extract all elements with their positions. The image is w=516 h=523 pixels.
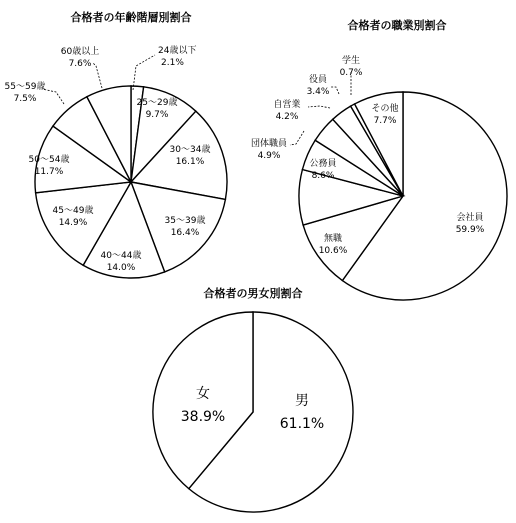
slice-label: 50～54歳 [28, 155, 70, 165]
slice-value: 7.7% [373, 116, 397, 126]
slice-value: 59.9% [455, 225, 485, 235]
leader-line [93, 63, 102, 88]
chart-title: 合格者の男女別割合 [203, 287, 303, 300]
slice-label: 25～29歳 [136, 98, 178, 108]
slice-label: 45～49歳 [52, 206, 94, 216]
slice-label: 24歳以下 [158, 46, 197, 56]
slice-label: 団体職員 [250, 139, 288, 149]
slice-value: 0.7% [339, 68, 363, 78]
leader-line [308, 106, 330, 108]
slice-value: 38.9% [180, 409, 226, 425]
slice-label: 学生 [341, 56, 361, 66]
pie-chart-1 [5, 10, 227, 278]
slice-value: 10.6% [318, 246, 348, 256]
slice-value: 7.5% [13, 94, 37, 104]
slice-value: 3.4% [306, 87, 330, 97]
slice-value: 7.6% [68, 59, 92, 69]
chart-title: 合格者の職業別割合 [347, 19, 447, 32]
pie-chart-2 [251, 18, 507, 300]
leader-line [133, 55, 155, 90]
slice-value: 61.1% [279, 416, 325, 432]
slice-value: 11.7% [34, 167, 64, 177]
slice-label: 60歳以上 [60, 47, 100, 57]
slice-value: 2.1% [161, 58, 184, 68]
slice-value: 4.2% [275, 112, 299, 122]
slice-label: 会社員 [456, 213, 484, 223]
slice-label: 40～44歳 [100, 251, 142, 261]
pie-chart-3 [153, 286, 353, 512]
slice-value: 8.6% [311, 171, 335, 181]
slice-label: 55～59歳 [4, 82, 46, 92]
slice-label: 公務員 [309, 159, 337, 169]
slice-label: 男 [295, 393, 309, 409]
slice-label: 役員 [308, 75, 328, 85]
slice-value: 9.7% [145, 110, 169, 120]
slice-label: 無職 [323, 234, 343, 244]
chart-title: 合格者の年齢階層別割合 [70, 11, 192, 24]
leader-line [290, 131, 304, 145]
slice-label: 30～34歳 [169, 145, 211, 155]
slice-value: 4.9% [257, 151, 281, 161]
leader-line [330, 87, 339, 94]
slice-value: 14.9% [58, 218, 88, 228]
slice-value: 16.1% [175, 157, 205, 167]
slice-label: 自営業 [273, 100, 301, 110]
slice-label: 35～39歳 [164, 216, 206, 226]
slice-value: 16.4% [170, 228, 200, 238]
slice-value: 14.0% [106, 263, 136, 273]
slice-label: 女 [196, 386, 210, 402]
slice-label: その他 [371, 104, 399, 114]
